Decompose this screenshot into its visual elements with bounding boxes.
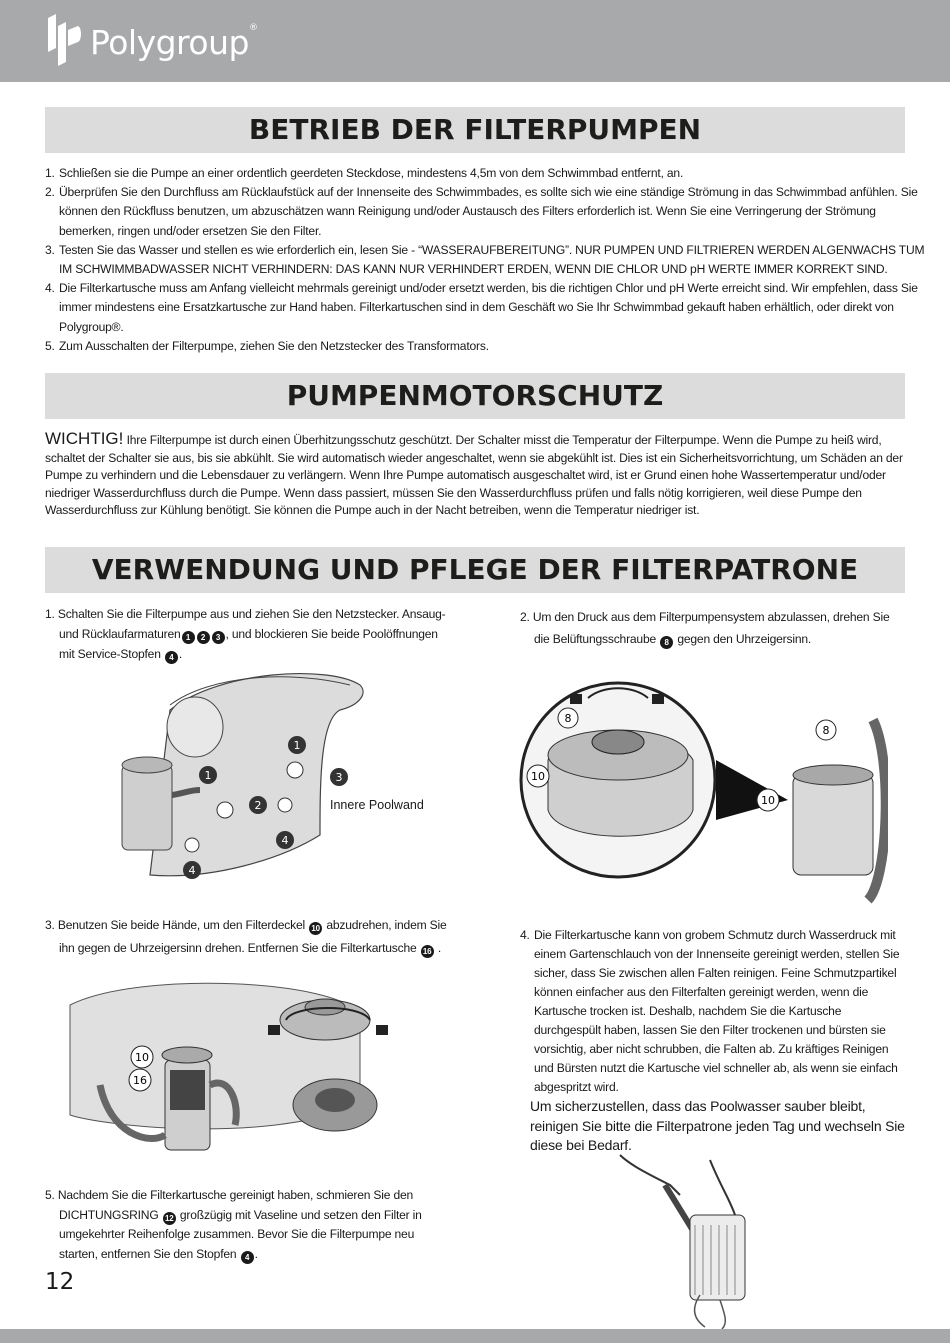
protection-paragraph [45,430,915,520]
filter-lid-illustration [60,975,460,1175]
step-2: 2. Um den Druck aus dem Filterpumpensystem abzulassen, drehen Sie die Belüftungsschraube 8 gegen den Uhrzeigersinn. [520,610,890,647]
part-badge: 3 [212,631,225,644]
pool-wall-label: Innere Poolwand [330,798,424,812]
list-item: 3. Testen Sie das Wasser und stellen es wie erforderlich ein, lesen Sie - “WASSERAUFBEREITUNG”. NUR PUMPEN UND FILTRIEREN WERDEN ALGENWACHS TUM IM SCHWIMMBADWASSER NICHT VERHINDERN: DAS KANN NUR VERHINDERT ERDEN, WENN DIE CHLOR UND pH WERTE IMMER KORREKT SIND. [45,242,925,277]
section-title-cartridge: VERWENDUNG UND PFLEGE DER FILTERPATRONE [45,547,905,593]
callout-label: 4 [188,864,196,877]
part-badge: 16 [421,945,434,958]
callout-label: 1 [293,739,301,752]
polygroup-logo [44,14,257,70]
header-bar [0,0,950,82]
part-badge: 1 [182,631,195,644]
part-badge: 2 [197,631,210,644]
polygroup-mark-icon [44,14,82,70]
brand-reg: ® [248,22,258,33]
callout-label: 10 [531,770,545,783]
callout-label: 3 [335,771,343,784]
section-title-operation: BETRIEB DER FILTERPUMPEN [45,107,905,153]
brand-name: Polygroup [90,22,249,62]
callout-label: 10 [135,1051,149,1064]
footer-bar [0,1329,950,1343]
vent-screw-illustration [518,680,888,910]
step-4: 4. Die Filterkartusche kann von grobem Schmutz durch Wasserdruck mit einem Gartenschlauch von der Innenseite gereinigt werden, stellen Sie sicher, dass Sie zwischen allen Falten reinigen. Feine Schmutzpartikel können einfacher aus den Filterfalten gereinigt werden, wenn die Kartusche trocken ist. Deshalb, nachdem Sie die Kartusche durchgespült haben, lassen Sie den Filter trockenen und bürsten sie vorsichtig, aber nicht schrubben, die Falten ab. Zu kräftiges Reinigen und Bürsten nutzt die Kartusche viel schneller ab, als wenn sie einfach abgespritzt wird. Um sicherzustellen, dass das Poolwasser sauber bleibt, reinigen Sie bitte die Filterpatrone jeden Tag und wechseln Sie diese bei Bedarf. [520,928,905,1153]
warning-text: Ihre Filterpumpe ist durch einen Überhitzungsschutz geschützt. Der Schalter misst die Temperatur der Filterpumpe. Wenn die Pumpe zu heiß wird, schaltet der Schalter sie aus, bis sie abkühlt. Sie wird automatisch wieder angeschaltet, wenn sie abgekühlt ist. Dies ist ein Sicherheitsvorrichtung, um Schäden an der Pumpe zu verhindern und die Lebensdauer zu verlängern. Wenn Ihre Pumpe automatisch ausgeschaltet wird, ist er Grund einen hohe Wassertemperatur und/oder niedriger Wasserdurchfluss durch die Pumpe. Wenn dass passiert, müssen Sie den Wasserdurchfluss prüfen und falls nötig korrigieren, weil diese Pumpe den Wasserdurchfluss zur Kühlung benötigt. Sie können die Pumpe auch in der Nacht betreiben, wenn die Temperatur niedriger ist. [45,433,903,517]
step-5: 5. Nachdem Sie die Filterkartusche gereinigt haben, schmieren Sie den DICHTUNGSRING 12 großzügig mit Vaseline und setzen den Filter in umgekehrter Reihenfolge zusammen. Bevor Sie die Filterpumpe neu starten, entfernen Sie den Stopfen 4 . [45,1188,422,1262]
list-item: 1. Schließen sie die Pumpe an einer ordentlich geerdeten Steckdose, mindestens 4,5m von dem Schwimmbad entfernt, an. [45,166,684,180]
callout-label: 1 [204,769,212,782]
hose-cleaning-illustration [610,1145,760,1330]
part-badge: 10 [309,922,322,935]
list-item: 5. Zum Ausschalten der Filterpumpe, ziehen Sie den Netzstecker des Transformators. [45,338,489,353]
callout-label: 10 [761,794,775,807]
part-badge: 4 [165,651,178,664]
part-badge: 8 [660,636,673,649]
list-item: 2. Überprüfen Sie den Durchfluss am Rücklaufstück auf der Innenseite des Schwimmbades, es sollte sich wie eine ständige Strömung in das Schwimmbad anfühlen. Sie können den Rückfluss benutzen, um abzuschätzen wann Reinigung und/oder Austausch des Filters erforderlich ist. Wenn Sie eine Verringerung der Strömung bemerken, ringen und/oder ersetzen Sie den Filter. [45,185,918,238]
callout-label: 4 [281,834,289,847]
callout-label: 16 [133,1074,147,1087]
callout-label: 8 [822,724,830,737]
operation-list [45,164,925,356]
pool-fittings-illustration [110,665,470,890]
list-item: 4. Die Filterkartusche muss am Anfang vielleicht mehrmals gereinigt und/oder ersetzt werden, bis die richtigen Chlor und pH Werte erreicht sind. Wir empfehlen, dass Sie immer mindestens eine Ersatzkartusche zur Hand haben. Filterkartuschen sind in dem Geschäft wo Sie Ihr Schwimmbad gekauft haben erhältlich, oder direkt von Polygroup®. [45,281,918,334]
callout-label: 8 [564,712,572,725]
page-number: 12 [45,1269,75,1295]
step-1: 1. Schalten Sie die Filterpumpe aus und ziehen Sie den Netzstecker. Ansaug- und Rücklaufarmaturen 1 2 3 , und blockieren Sie beide Poolöffnungen mit Service-Stopfen 4 . [45,607,446,662]
part-badge: 4 [241,1251,254,1264]
part-badge: 12 [163,1212,176,1225]
step-3: 3. Benutzen Sie beide Hände, um den Filterdeckel 10 abzudrehen, indem Sie ihn gegen de Uhrzeigersinn drehen. Entfernen Sie die Filterkartusche 16 . [45,918,447,956]
callout-label: 2 [254,799,262,812]
warning-lead: WICHTIG! [45,429,124,448]
section-title-protection: PUMPENMOTORSCHUTZ [45,373,905,419]
